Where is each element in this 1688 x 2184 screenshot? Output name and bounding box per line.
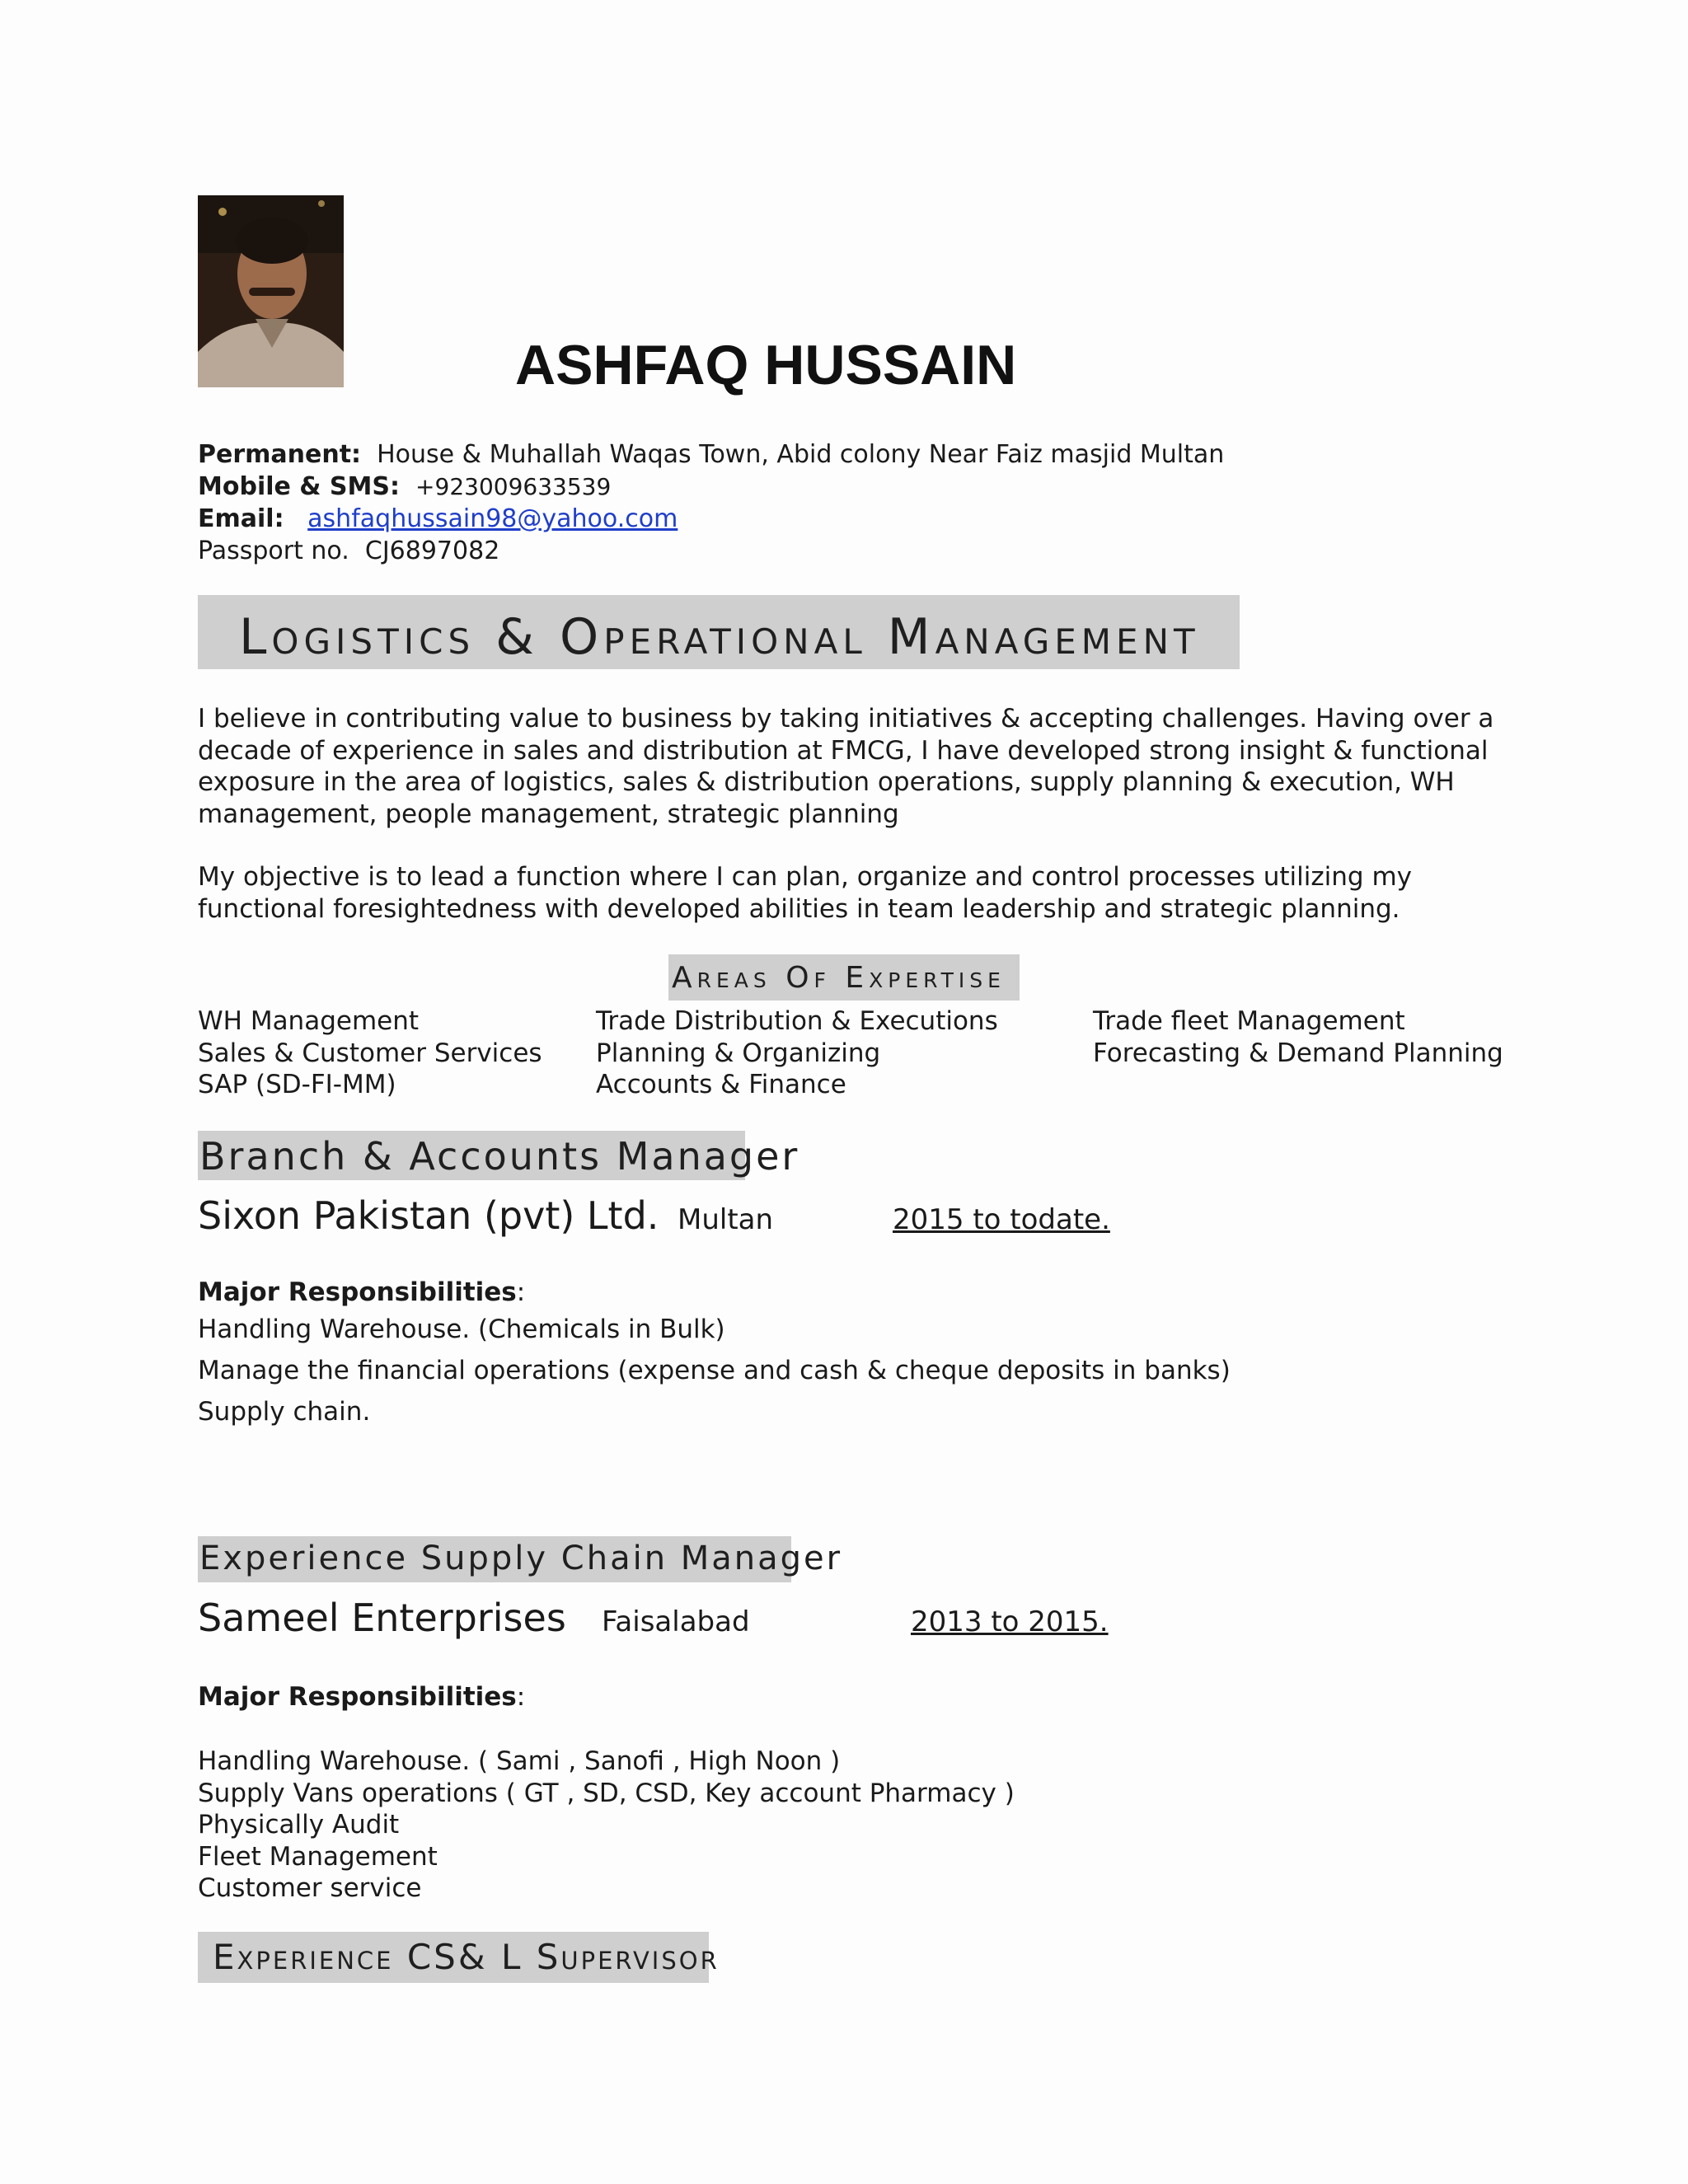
expertise-item: WH Management — [198, 1006, 420, 1036]
expertise-item: Trade fleet Management — [1093, 1006, 1405, 1036]
responsibility-item: Fleet Management — [198, 1841, 438, 1872]
job1-responsibilities — [198, 1309, 1231, 1432]
expertise-column-1 — [198, 1005, 542, 1101]
expertise-title: Areas Of Expertise — [672, 961, 1006, 995]
resp-label: Major Responsibilities — [198, 1277, 517, 1307]
portrait-image — [198, 195, 344, 387]
objective-line: My objective is to lead a function where I can plan, organize and control processes utilizing my — [198, 862, 1412, 892]
profile-photo — [198, 195, 344, 387]
passport-line — [198, 537, 499, 565]
job2-company: Sameel Enterprises — [198, 1596, 566, 1640]
responsibility-item: Physically Audit — [198, 1810, 400, 1840]
expertise-column-3 — [1093, 1005, 1503, 1069]
responsibility-item: Customer service — [198, 1873, 422, 1903]
expertise-item: Planning & Organizing — [596, 1038, 881, 1068]
responsibility-item: Supply chain. — [198, 1397, 371, 1427]
job1-title: Branch & Accounts Manager — [199, 1134, 800, 1179]
job3-title-banner — [198, 1932, 720, 1983]
permanent-address: House & Muhallah Waqas Town, Abid colony Near Faiz masjid Multan — [377, 440, 1225, 469]
headline-banner — [198, 595, 1240, 669]
objective-line: functional foresightedness with developed abilities in team leadership and strategic planning. — [198, 893, 1400, 924]
passport-label: Passport no. — [198, 537, 349, 565]
candidate-name: ASHFAQ HUSSAIN — [515, 334, 1017, 396]
summary-line: I believe in contributing value to business by taking initiatives & accepting challenges. Having over a — [198, 704, 1494, 733]
job2-city: Faisalabad — [602, 1605, 750, 1638]
passport-number: CJ6897082 — [364, 537, 500, 565]
permanent-address-line — [198, 440, 1224, 469]
job1-responsibilities-label — [198, 1277, 525, 1309]
expertise-banner — [668, 954, 1020, 1001]
resp-colon: : — [516, 1277, 526, 1307]
mobile-label: Mobile & SMS: — [198, 472, 400, 501]
mobile-number: +923009633539 — [415, 473, 612, 500]
headline-title: Logistics & Operational Management — [239, 608, 1200, 666]
summary-paragraph-2 — [198, 861, 1412, 925]
responsibility-item: Supply Vans operations ( GT , SD, CSD, Key account Pharmacy ) — [198, 1778, 1015, 1808]
job2-responsibilities-label — [198, 1681, 525, 1713]
job2-dates: 2013 to 2015. — [911, 1605, 1109, 1638]
job2-title-banner — [198, 1536, 843, 1582]
email-link[interactable]: ashfaqhussain98@yahoo.com — [307, 504, 678, 533]
mobile-line — [198, 472, 611, 501]
responsibility-item: Handling Warehouse. ( Sami , Sanofi , High Noon ) — [198, 1746, 841, 1776]
summary-line: exposure in the area of logistics, sales & distribution operations, supply planning & execution, WH — [198, 767, 1455, 797]
job2-responsibilities — [198, 1746, 1015, 1905]
expertise-item: Sales & Customer Services — [198, 1038, 542, 1068]
summary-paragraph-1 — [198, 703, 1493, 830]
responsibility-item: Manage the financial operations (expense and cash & cheque deposits in banks) — [198, 1356, 1231, 1385]
permanent-label: Permanent: — [198, 440, 362, 469]
expertise-item: SAP (SD-FI-MM) — [198, 1070, 396, 1099]
resp-label: Major Responsibilities — [198, 1682, 517, 1712]
expertise-column-2 — [596, 1005, 998, 1101]
job1-company: Sixon Pakistan (pvt) Ltd. — [198, 1193, 659, 1238]
responsibility-item: Handling Warehouse. (Chemicals in Bulk) — [198, 1315, 725, 1344]
job1-title-banner — [198, 1131, 800, 1180]
email-label: Email: — [198, 504, 284, 533]
email-line — [198, 504, 678, 533]
expertise-item: Accounts & Finance — [596, 1070, 846, 1099]
expertise-item: Trade Distribution & Executions — [596, 1006, 998, 1036]
job3-title: Experience CS& L Supervisor — [213, 1937, 720, 1977]
resp-colon: : — [516, 1682, 526, 1712]
job1-city: Multan — [678, 1203, 774, 1236]
expertise-item: Forecasting & Demand Planning — [1093, 1038, 1503, 1068]
summary-line: management, people management, strategic planning — [198, 799, 899, 829]
job2-title: Experience Supply Chain Manager — [199, 1540, 843, 1577]
summary-line: decade of experience in sales and distribution at FMCG, I have developed strong insight & functional — [198, 735, 1489, 766]
job1-dates: 2015 to todate. — [893, 1203, 1110, 1236]
